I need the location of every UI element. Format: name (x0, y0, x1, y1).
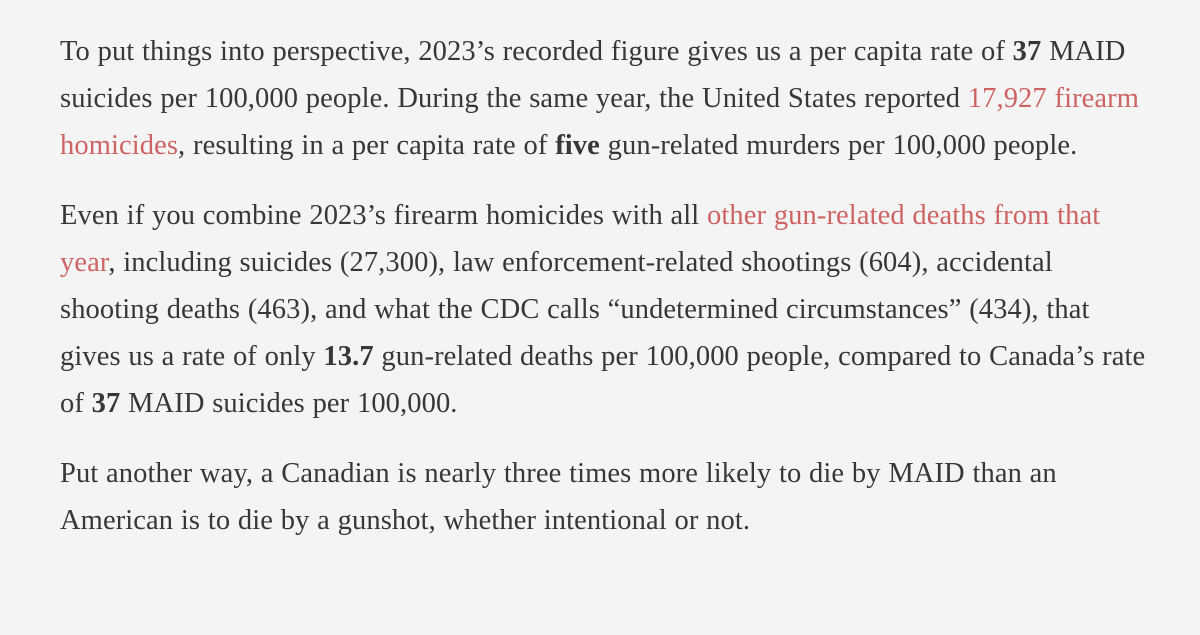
text-segment: Put another way, a Canadian is nearly three times more likely to die by MAID than an American is to die by a gunshot, whether intentional or not. (60, 458, 1057, 536)
text-segment: MAID suicides per 100,000 people. During the same year, the United States reported (60, 36, 1126, 114)
other-gun-deaths-link[interactable]: other gun-related deaths from that year (60, 200, 1101, 278)
text-segment: gun-related deaths per 100,000 people, compared to Canada’s rate of (60, 341, 1146, 419)
paragraph-conclusion (60, 450, 1150, 544)
maid-rate-bold: 37 (1012, 36, 1042, 67)
article-body (60, 28, 1150, 567)
text-segment: Even if you combine 2023’s firearm homicides with all (60, 200, 708, 231)
canada-maid-rate-bold: 37 (91, 388, 121, 419)
text-segment: MAID suicides per 100,000. (120, 388, 458, 419)
paragraph-per-capita-comparison (60, 28, 1150, 169)
gun-death-rate-bold: 13.7 (323, 341, 374, 372)
text-segment: gun-related murders per 100,000 people. (599, 130, 1078, 161)
text-segment: To put things into perspective, 2023’s recorded figure gives us a per capita rate of (60, 36, 1013, 67)
text-segment: , including suicides (27,300), law enforcement-related shootings (604), accidental shooting deaths (463), and what the CDC calls “undetermined circumstances” (434), that gives us a rate of only (60, 247, 1090, 372)
firearm-homicides-link[interactable]: 17,927 firearm homicides (60, 83, 1140, 161)
gun-murder-rate-bold: five (555, 130, 600, 161)
text-segment: , resulting in a per capita rate of (178, 130, 556, 161)
paragraph-all-gun-deaths (60, 192, 1150, 427)
